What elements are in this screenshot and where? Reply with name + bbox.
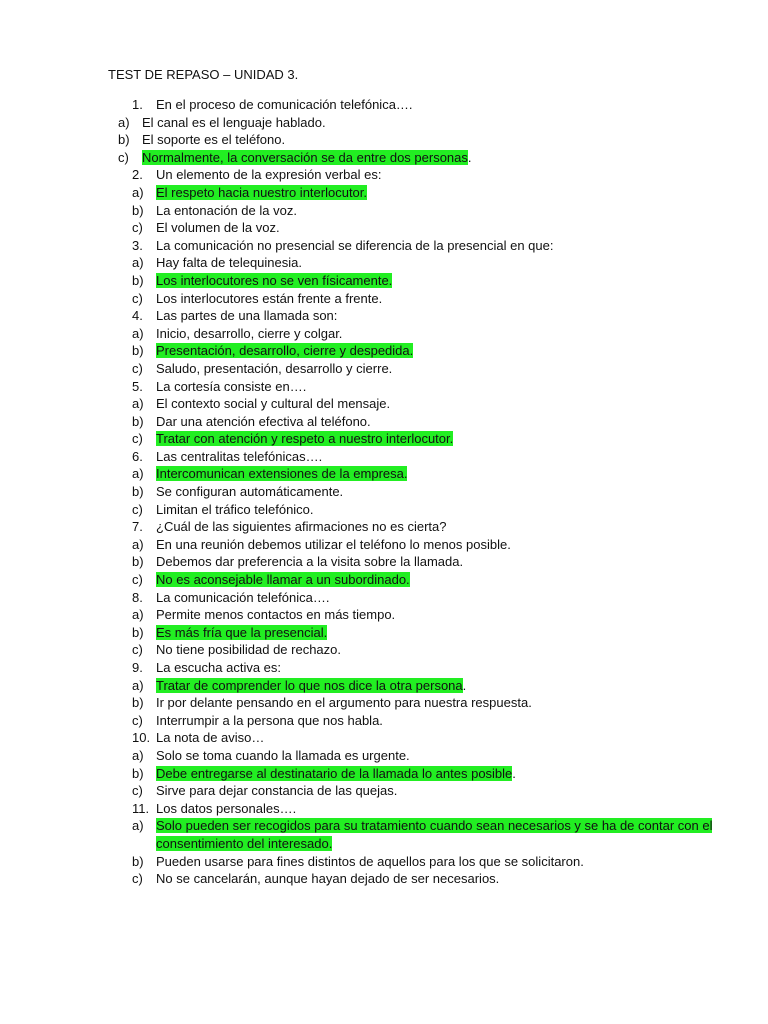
line-text: Los interlocutores están frente a frente. <box>156 290 383 306</box>
question-text <box>156 659 281 677</box>
option-letter: a) <box>132 325 144 341</box>
option-text <box>156 553 463 571</box>
option-text <box>156 624 327 642</box>
line-text: Dar una atención efectiva al teléfono. <box>156 413 371 429</box>
question-line <box>0 589 768 607</box>
answer-option <box>0 325 768 343</box>
question-text <box>156 307 337 325</box>
line-text: Las centralitas telefónicas…. <box>156 448 323 464</box>
answer-option <box>0 342 768 360</box>
answer-option <box>0 782 768 800</box>
highlighted-answer: Normalmente, la conversación se da entre dos personas <box>142 149 468 165</box>
answer-option <box>0 747 768 765</box>
line-text: El soporte es el teléfono. <box>142 132 286 148</box>
answer-option <box>0 395 768 413</box>
option-text <box>156 765 516 783</box>
option-text <box>156 272 392 290</box>
question-number: 5. <box>132 378 143 394</box>
highlighted-answer: Es más fría que la presencial. <box>156 624 328 640</box>
option-text <box>156 817 712 835</box>
highlighted-answer: Debe entregarse al destinatario de la llamada lo antes posible <box>156 765 513 781</box>
line-text: No tiene posibilidad de rechazo. <box>156 642 342 658</box>
question-line <box>0 448 768 466</box>
line-text: Debemos dar preferencia a la visita sobre la llamada. <box>156 554 464 570</box>
question-text <box>156 518 446 536</box>
option-text <box>156 413 371 431</box>
answer-option <box>0 765 768 783</box>
answer-option <box>0 149 768 167</box>
question-text <box>156 96 413 114</box>
question-line <box>0 729 768 747</box>
answer-option <box>0 219 768 237</box>
option-letter: b) <box>132 695 144 711</box>
option-letter: a) <box>118 114 130 130</box>
question-number: 7. <box>132 519 143 535</box>
question-number: 3. <box>132 237 143 253</box>
option-text <box>156 184 367 202</box>
line-text: Limitan el tráfico telefónico. <box>156 501 314 517</box>
answer-option <box>0 114 768 132</box>
option-letter: b) <box>132 765 144 781</box>
option-letter: b) <box>132 554 144 570</box>
line-text: La nota de aviso… <box>156 730 265 746</box>
answer-option <box>0 272 768 290</box>
option-letter: a) <box>132 818 144 834</box>
question-number: 8. <box>132 589 143 605</box>
answer-option <box>0 413 768 431</box>
answer-option <box>0 641 768 659</box>
option-letter: a) <box>132 747 144 763</box>
line-text: La comunicación no presencial se diferencia de la presencial en que: <box>156 237 554 253</box>
highlighted-answer: Intercomunican extensiones de la empresa. <box>156 466 408 482</box>
question-text <box>156 237 553 255</box>
option-letter: a) <box>132 255 144 271</box>
answer-option <box>0 624 768 642</box>
option-letter: b) <box>132 484 144 500</box>
option-letter: c) <box>132 871 143 887</box>
option-letter: a) <box>132 607 144 623</box>
question-line <box>0 659 768 677</box>
question-line <box>0 96 768 114</box>
highlighted-answer: El respeto hacia nuestro interlocutor. <box>156 184 368 200</box>
line-text: Pueden usarse para fines distintos de aquellos para los que se solicitaron. <box>156 853 584 869</box>
highlighted-answer: Tratar con atención y respeto a nuestro interlocutor. <box>156 431 454 447</box>
answer-option <box>0 184 768 202</box>
line-text: Solo se toma cuando la llamada es urgente. <box>156 747 410 763</box>
line-text: Las partes de una llamada son: <box>156 308 338 324</box>
answer-option <box>0 536 768 554</box>
line-text: El canal es el lenguaje hablado. <box>142 114 326 130</box>
option-letter: b) <box>118 132 130 148</box>
option-text <box>156 712 383 730</box>
line-text: Un elemento de la expresión verbal es: <box>156 167 382 183</box>
answer-option <box>0 712 768 730</box>
answer-option <box>0 360 768 378</box>
line-text: Interrumpir a la persona que nos habla. <box>156 712 383 728</box>
option-letter: c) <box>132 642 143 658</box>
line-text: La cortesía consiste en…. <box>156 378 307 394</box>
question-text <box>156 589 329 607</box>
highlighted-answer: Solo pueden ser recogidos para su tratamiento cuando sean necesarios y se ha de contar con el <box>156 818 713 834</box>
option-letter: b) <box>132 413 144 429</box>
option-letter: c) <box>132 431 143 447</box>
answer-option <box>0 870 768 888</box>
option-letter: b) <box>132 202 144 218</box>
question-number: 4. <box>132 308 143 324</box>
line-text: Ir por delante pensando en el argumento para nuestra respuesta. <box>156 695 532 711</box>
answer-option <box>0 465 768 483</box>
highlighted-answer: consentimiento del interesado. <box>156 835 333 851</box>
trailing-punctuation: . <box>467 149 472 165</box>
question-list <box>0 96 768 888</box>
option-letter: c) <box>132 572 143 588</box>
option-text <box>156 571 410 589</box>
option-letter: b) <box>132 624 144 640</box>
option-text <box>156 219 280 237</box>
question-text <box>156 166 381 184</box>
line-text: Permite menos contactos en más tiempo. <box>156 607 396 623</box>
option-text <box>156 870 499 888</box>
answer-option <box>0 817 768 835</box>
answer-option <box>0 254 768 272</box>
answer-option <box>0 694 768 712</box>
option-text <box>156 641 341 659</box>
option-letter: c) <box>132 220 143 236</box>
option-text <box>156 747 410 765</box>
option-text <box>156 254 302 272</box>
answer-option <box>0 501 768 519</box>
option-letter: a) <box>132 466 144 482</box>
question-line <box>0 307 768 325</box>
document-title: TEST DE REPASO – UNIDAD 3. <box>108 67 299 82</box>
question-text <box>156 378 306 396</box>
line-text: La escucha activa es: <box>156 660 282 675</box>
question-text <box>156 800 296 818</box>
question-line <box>0 378 768 396</box>
line-text: Se configuran automáticamente. <box>156 484 344 500</box>
option-letter: b) <box>132 343 144 359</box>
option-letter: a) <box>132 677 144 693</box>
line-text: En el proceso de comunicación telefónica…. <box>156 97 413 112</box>
option-letter: c) <box>132 360 143 376</box>
question-line <box>0 166 768 184</box>
line-text: La entonación de la voz. <box>156 202 297 218</box>
answer-option <box>0 553 768 571</box>
highlighted-answer: Presentación, desarrollo, cierre y despedida. <box>156 343 414 359</box>
answer-option <box>0 606 768 624</box>
option-text <box>156 501 314 519</box>
line-text: La comunicación telefónica…. <box>156 589 330 605</box>
highlighted-answer: Los interlocutores no se ven físicamente. <box>156 272 393 288</box>
option-text <box>156 483 343 501</box>
option-text <box>156 782 397 800</box>
option-text <box>142 131 285 149</box>
highlighted-answer: Tratar de comprender lo que nos dice la otra persona <box>156 677 463 693</box>
answer-option <box>0 202 768 220</box>
question-number: 1. <box>132 97 143 112</box>
option-letter: b) <box>132 272 144 288</box>
option-letter: a) <box>132 396 144 412</box>
option-text <box>156 677 466 695</box>
line-text: ¿Cuál de las siguientes afirmaciones no es cierta? <box>156 519 447 535</box>
option-text <box>156 290 382 308</box>
line-text: Los datos personales…. <box>156 800 297 816</box>
option-text <box>156 430 453 448</box>
option-text <box>156 853 584 871</box>
answer-option <box>0 290 768 308</box>
option-text <box>156 694 532 712</box>
answer-option <box>0 483 768 501</box>
line-text: Saludo, presentación, desarrollo y cierre. <box>156 360 393 376</box>
question-number: 6. <box>132 448 143 464</box>
answer-option <box>0 430 768 448</box>
option-letter: c) <box>132 712 143 728</box>
question-number: 2. <box>132 167 143 183</box>
option-letter: c) <box>118 149 129 165</box>
option-letter: c) <box>132 783 143 799</box>
line-text: Inicio, desarrollo, cierre y colgar. <box>156 325 343 341</box>
answer-option <box>0 853 768 871</box>
option-letter: a) <box>132 536 144 552</box>
answer-option <box>0 835 768 853</box>
line-text: Hay falta de telequinesia. <box>156 255 302 271</box>
option-text <box>156 342 413 360</box>
option-text <box>142 149 472 167</box>
line-text: En una reunión debemos utilizar el teléfono lo menos posible. <box>156 536 511 552</box>
option-text <box>156 606 395 624</box>
line-text: No se cancelarán, aunque hayan dejado de ser necesarios. <box>156 871 500 887</box>
trailing-punctuation: . <box>462 677 467 693</box>
question-line <box>0 518 768 536</box>
option-text <box>156 202 297 220</box>
option-text <box>156 536 511 554</box>
question-line <box>0 800 768 818</box>
option-letter: c) <box>132 501 143 517</box>
option-text <box>156 835 332 853</box>
question-number: 9. <box>132 660 143 675</box>
option-text <box>156 360 392 378</box>
option-letter: b) <box>132 853 144 869</box>
answer-option <box>0 571 768 589</box>
option-letter: a) <box>132 184 144 200</box>
option-text <box>156 395 390 413</box>
answer-option <box>0 677 768 695</box>
line-text: Sirve para dejar constancia de las quejas. <box>156 783 398 799</box>
trailing-punctuation: . <box>512 765 516 781</box>
option-text <box>142 114 326 132</box>
option-text <box>156 325 342 343</box>
answer-option <box>0 131 768 149</box>
line-text: El volumen de la voz. <box>156 220 280 236</box>
option-letter: c) <box>132 290 143 306</box>
highlighted-answer: No es aconsejable llamar a un subordinado. <box>156 572 410 588</box>
question-number: 11. <box>132 800 150 816</box>
question-line <box>0 237 768 255</box>
option-text <box>156 465 407 483</box>
question-text <box>156 448 322 466</box>
line-text: El contexto social y cultural del mensaje. <box>156 396 391 412</box>
question-text <box>156 729 264 747</box>
question-number: 10. <box>132 730 151 746</box>
